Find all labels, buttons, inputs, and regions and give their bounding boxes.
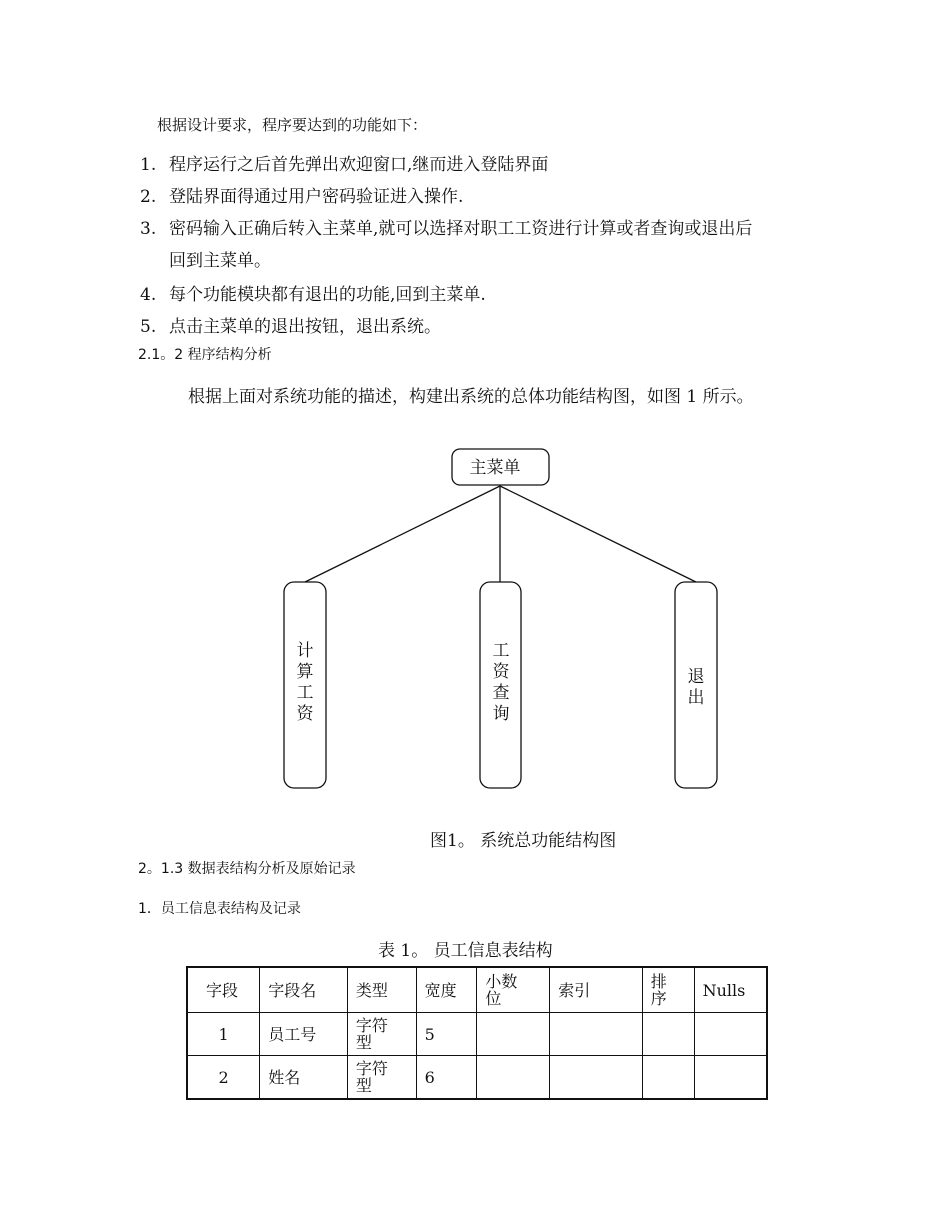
connector-line bbox=[500, 486, 696, 582]
table-header-cell: 字段 bbox=[187, 967, 260, 1013]
intro-text: 根据设计要求，程序要达到的功能如下： bbox=[157, 116, 428, 134]
table-cell: 字符型 bbox=[347, 1056, 416, 1100]
table-cell: 姓名 bbox=[260, 1056, 348, 1100]
root-node-label: 主菜单 bbox=[469, 458, 521, 478]
table-header-cell: 小数位 bbox=[477, 967, 550, 1013]
requirement-text: 点击主菜单的退出按钮，退出系统。 bbox=[169, 317, 441, 337]
table-cell bbox=[642, 1056, 694, 1100]
table-header-cell: 类型 bbox=[347, 967, 416, 1013]
requirement-text: 每个功能模块都有退出的功能,回到主菜单. bbox=[169, 285, 486, 305]
subsection-heading: 1．员工信息表结构及记录 bbox=[138, 901, 301, 917]
table-caption: 表 1。 员工信息表结构 bbox=[378, 941, 553, 961]
table-cell bbox=[550, 1056, 643, 1100]
table-cell bbox=[642, 1013, 694, 1056]
table-cell bbox=[694, 1013, 767, 1056]
section-heading: 2。1.3 数据表结构分析及原始记录 bbox=[138, 861, 356, 877]
child-node-label: 退出 bbox=[687, 667, 705, 708]
table-cell bbox=[477, 1013, 550, 1056]
employee-info-table bbox=[186, 966, 768, 1100]
table-cell: 2 bbox=[187, 1056, 260, 1100]
child-node-label: 计算工资 bbox=[296, 641, 314, 724]
table-cell: 5 bbox=[416, 1013, 477, 1056]
table-header-cell: 索引 bbox=[550, 967, 643, 1013]
table-row bbox=[187, 1056, 767, 1100]
requirement-number: 2. bbox=[140, 187, 157, 207]
table-header-row bbox=[187, 967, 767, 1013]
connector-line bbox=[305, 486, 500, 582]
table-cell: 员工号 bbox=[260, 1013, 348, 1056]
table-row bbox=[187, 1013, 767, 1056]
table-header-cell: Nulls bbox=[694, 967, 767, 1013]
table-header-cell: 字段名 bbox=[260, 967, 348, 1013]
structure-paragraph: 根据上面对系统功能的描述，构建出系统的总体功能结构图，如图 1 所示。 bbox=[188, 387, 754, 407]
table-cell bbox=[694, 1056, 767, 1100]
table-cell: 1 bbox=[187, 1013, 260, 1056]
requirement-number: 3. bbox=[140, 219, 157, 239]
table-cell: 6 bbox=[416, 1056, 477, 1100]
requirement-text: 程序运行之后首先弹出欢迎窗口,继而进入登陆界面 bbox=[169, 155, 549, 175]
table-cell bbox=[477, 1056, 550, 1100]
table-header-cell: 排序 bbox=[642, 967, 694, 1013]
requirement-number: 1. bbox=[140, 155, 157, 175]
child-node-label: 工资查询 bbox=[492, 641, 510, 724]
requirement-text: 登陆界面得通过用户密码验证进入操作. bbox=[169, 187, 464, 207]
requirement-text: 密码输入正确后转入主菜单,就可以选择对职工工资进行计算或者查询或退出后 bbox=[169, 219, 753, 239]
requirement-number: 5. bbox=[140, 317, 157, 337]
table-cell bbox=[550, 1013, 643, 1056]
table-header-cell: 宽度 bbox=[416, 967, 477, 1013]
figure-caption: 图1。 系统总功能结构图 bbox=[430, 831, 617, 851]
requirement-number: 4. bbox=[140, 285, 157, 305]
table-cell: 字符型 bbox=[347, 1013, 416, 1056]
section-heading: 2.1。2 程序结构分析 bbox=[138, 347, 272, 363]
requirement-continuation: 回到主菜单。 bbox=[169, 251, 271, 271]
